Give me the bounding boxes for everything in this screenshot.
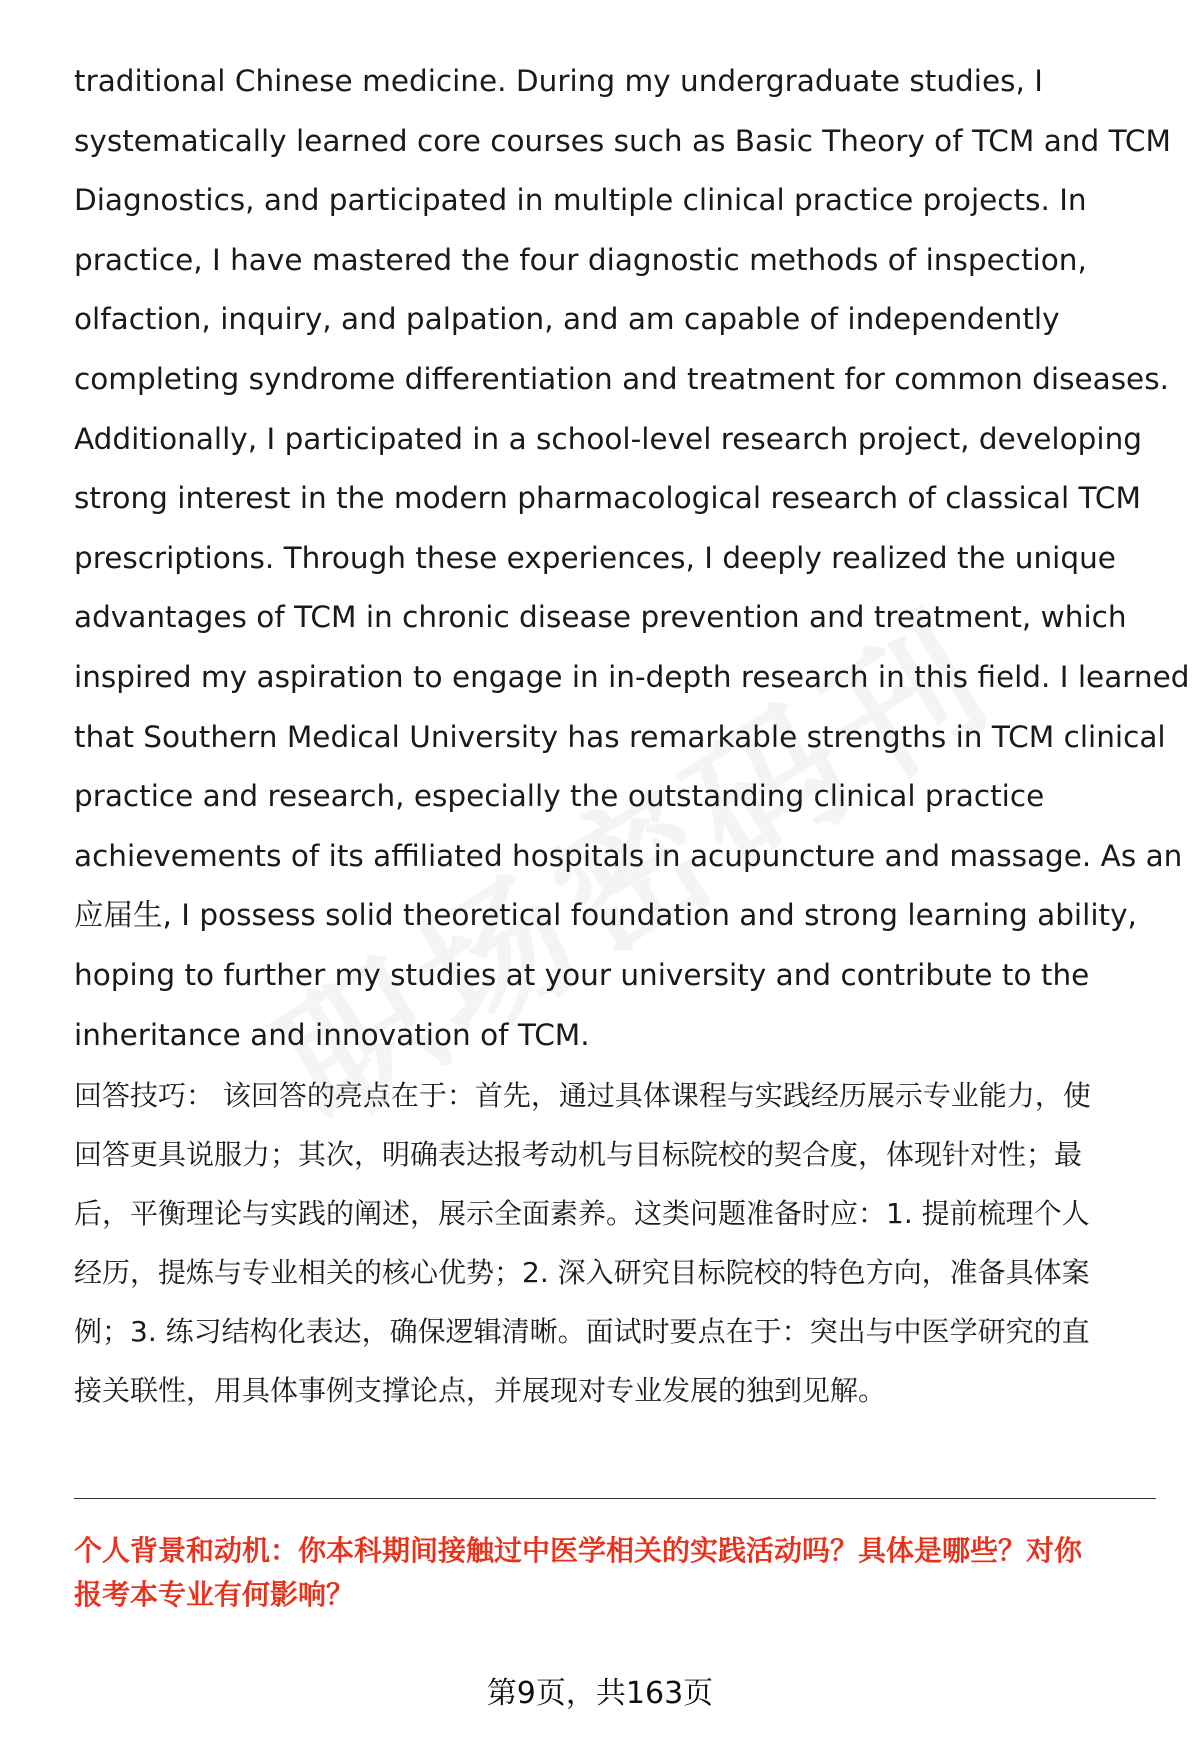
question-line: 个人背景和动机：你本科期间接触过中医学相关的实践活动吗？具体是哪些？对你	[74, 1534, 1083, 1567]
answer-line: 应届生, I possess solid theoretical foundation and strong learning ability,	[74, 898, 1137, 933]
answer-line: strong interest in the modern pharmacological research of classical TCM	[74, 481, 1141, 516]
tips-line: 接关联性，用具体事例支撑论点，并展现对专业发展的独到见解。	[74, 1374, 887, 1407]
answer-line: that Southern Medical University has remarkable strengths in TCM clinical	[74, 719, 1166, 754]
page-number-footer	[0, 1672, 1200, 1716]
answer-line: systematically learned core courses such as Basic Theory of TCM and TCM	[74, 123, 1171, 158]
answer-line: inspired my aspiration to engage in in-depth research in this field. I learned	[74, 659, 1190, 694]
answer-line: completing syndrome differentiation and treatment for common diseases.	[74, 361, 1169, 396]
answer-line: inheritance and innovation of TCM.	[74, 1017, 590, 1052]
answer-line: olfaction, inquiry, and palpation, and am capable of independently	[74, 302, 1060, 337]
answer-line: advantages of TCM in chronic disease prevention and treatment, which	[74, 600, 1127, 635]
answer-paragraph	[74, 52, 1190, 1065]
tips-line: 回答更具说服力；其次，明确表达报考动机与目标院校的契合度，体现针对性；最	[74, 1138, 1083, 1171]
tips-line: 经历，提炼与专业相关的核心优势；2. 深入研究目标院校的特色方向，准备具体案	[74, 1256, 1090, 1289]
tips-line: 回答技巧： 该回答的亮点在于：首先，通过具体课程与实践经历展示专业能力，使	[74, 1079, 1091, 1112]
answer-line: prescriptions. Through these experiences, I deeply realized the unique	[74, 540, 1116, 575]
answer-line: Additionally, I participated in a school-level research project, developing	[74, 421, 1142, 456]
answer-line: practice, I have mastered the four diagnostic methods of inspection,	[74, 242, 1087, 277]
answer-line: Diagnostics, and participated in multiple clinical practice projects. In	[74, 183, 1087, 218]
tips-line: 例；3. 练习结构化表达，确保逻辑清晰。面试时要点在于：突出与中医学研究的直	[74, 1315, 1090, 1348]
answer-line: practice and research, especially the outstanding clinical practice	[74, 779, 1045, 814]
answer-line: achievements of its affiliated hospitals in acupuncture and massage. As an	[74, 838, 1183, 873]
interview-question-heading	[74, 1529, 1164, 1617]
tips-line: 后，平衡理论与实践的阐述，展示全面素养。这类问题准备时应：1. 提前梳理个人	[74, 1197, 1090, 1230]
page-number: 第9页，共163页	[486, 1676, 714, 1711]
answer-tips-paragraph	[74, 1066, 1164, 1420]
answer-line: hoping to further my studies at your university and contribute to the	[74, 957, 1090, 992]
question-line: 报考本专业有何影响？	[74, 1578, 355, 1611]
answer-line: traditional Chinese medicine. During my undergraduate studies, I	[74, 64, 1043, 98]
section-divider	[74, 1498, 1156, 1499]
